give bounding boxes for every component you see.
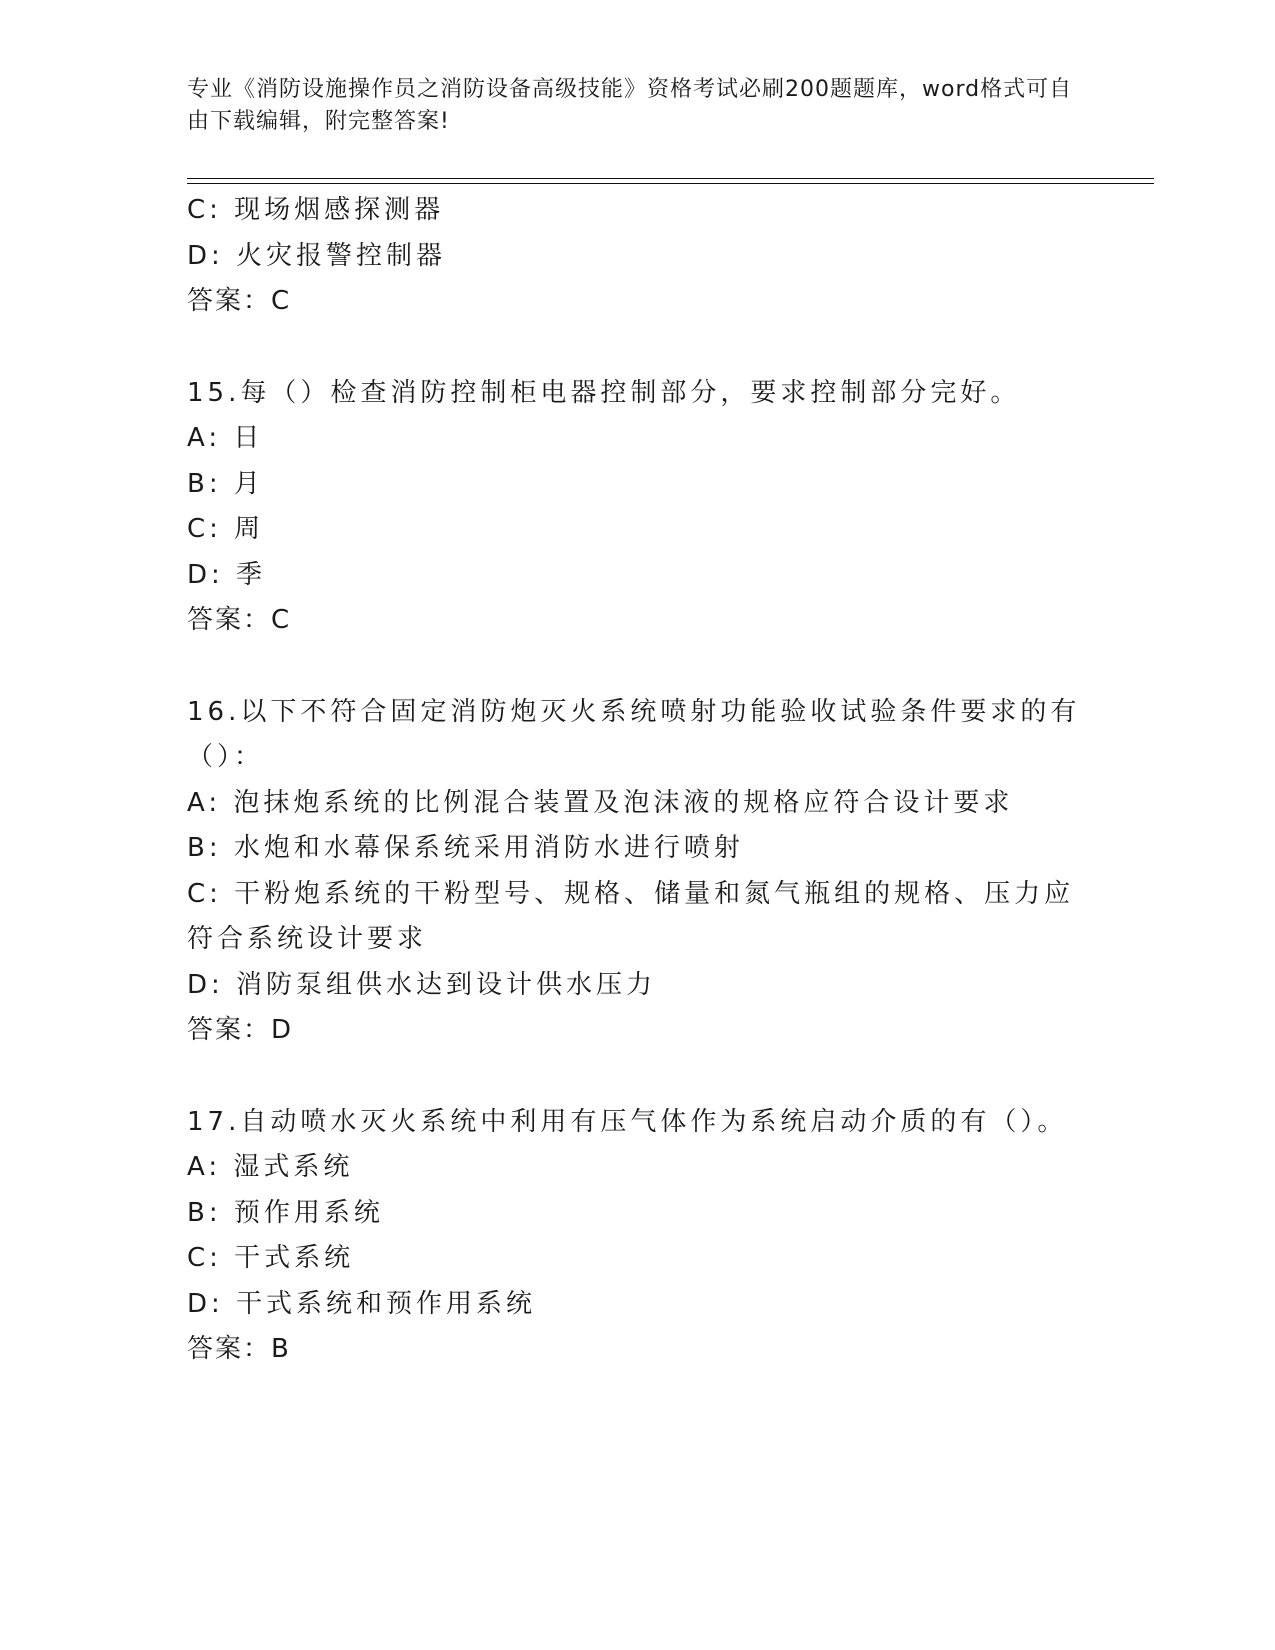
document-header: 专业《消防设施操作员之消防设备高级技能》资格考试必刷200题题库，word格式可自由下载编辑，附完整答案! — [187, 77, 1073, 134]
option-c: C: 干式系统 — [187, 1243, 355, 1273]
question-list — [187, 188, 1087, 1373]
option-b: B: 月 — [187, 468, 264, 499]
question-16 — [187, 690, 1087, 1054]
option-c: C: 周 — [187, 514, 265, 544]
question-17 — [187, 1100, 1087, 1373]
option-a: A: 湿式系统 — [187, 1152, 354, 1182]
option-d: D: 干式系统和预作用系统 — [187, 1288, 537, 1319]
header-divider-bottom — [187, 183, 1154, 184]
answer-line: 答案：C — [187, 286, 292, 316]
question-stem: 15.每（）检查消防控制柜电器控制部分，要求控制部分完好。 — [187, 377, 1021, 408]
question-partial — [187, 188, 1087, 325]
answer-line: 答案：D — [187, 1015, 294, 1045]
option-a: A: 日 — [187, 423, 264, 453]
option-a: A: 泡抹炮系统的比例混合装置及泡沫液的规格应符合设计要求 — [187, 787, 1014, 818]
option-b: B: 水炮和水幕保系统采用消防水进行喷射 — [187, 833, 744, 863]
question-stem: 16.以下不符合固定消防炮灭火系统喷射功能验收试验条件要求的有（）： — [187, 696, 1081, 772]
answer-line: 答案：B — [187, 1334, 291, 1364]
answer-line: 答案：C — [187, 605, 292, 635]
option-d: D: 消防泵组供水达到设计供水压力 — [187, 969, 657, 1000]
option-c: C: 干粉炮系统的干粉型号、规格、储量和氮气瓶组的规格、压力应符合系统设计要求 — [187, 878, 1075, 954]
header-divider-top — [187, 178, 1154, 179]
option-d: D: 季 — [187, 559, 267, 590]
option-c: C: 现场烟感探测器 — [187, 195, 445, 225]
question-stem: 17.自动喷水灭火系统中利用有压气体作为系统启动介质的有（）。 — [187, 1106, 1068, 1137]
option-b: B: 预作用系统 — [187, 1197, 384, 1228]
option-d: D: 火灾报警控制器 — [187, 240, 447, 271]
question-15 — [187, 371, 1087, 644]
